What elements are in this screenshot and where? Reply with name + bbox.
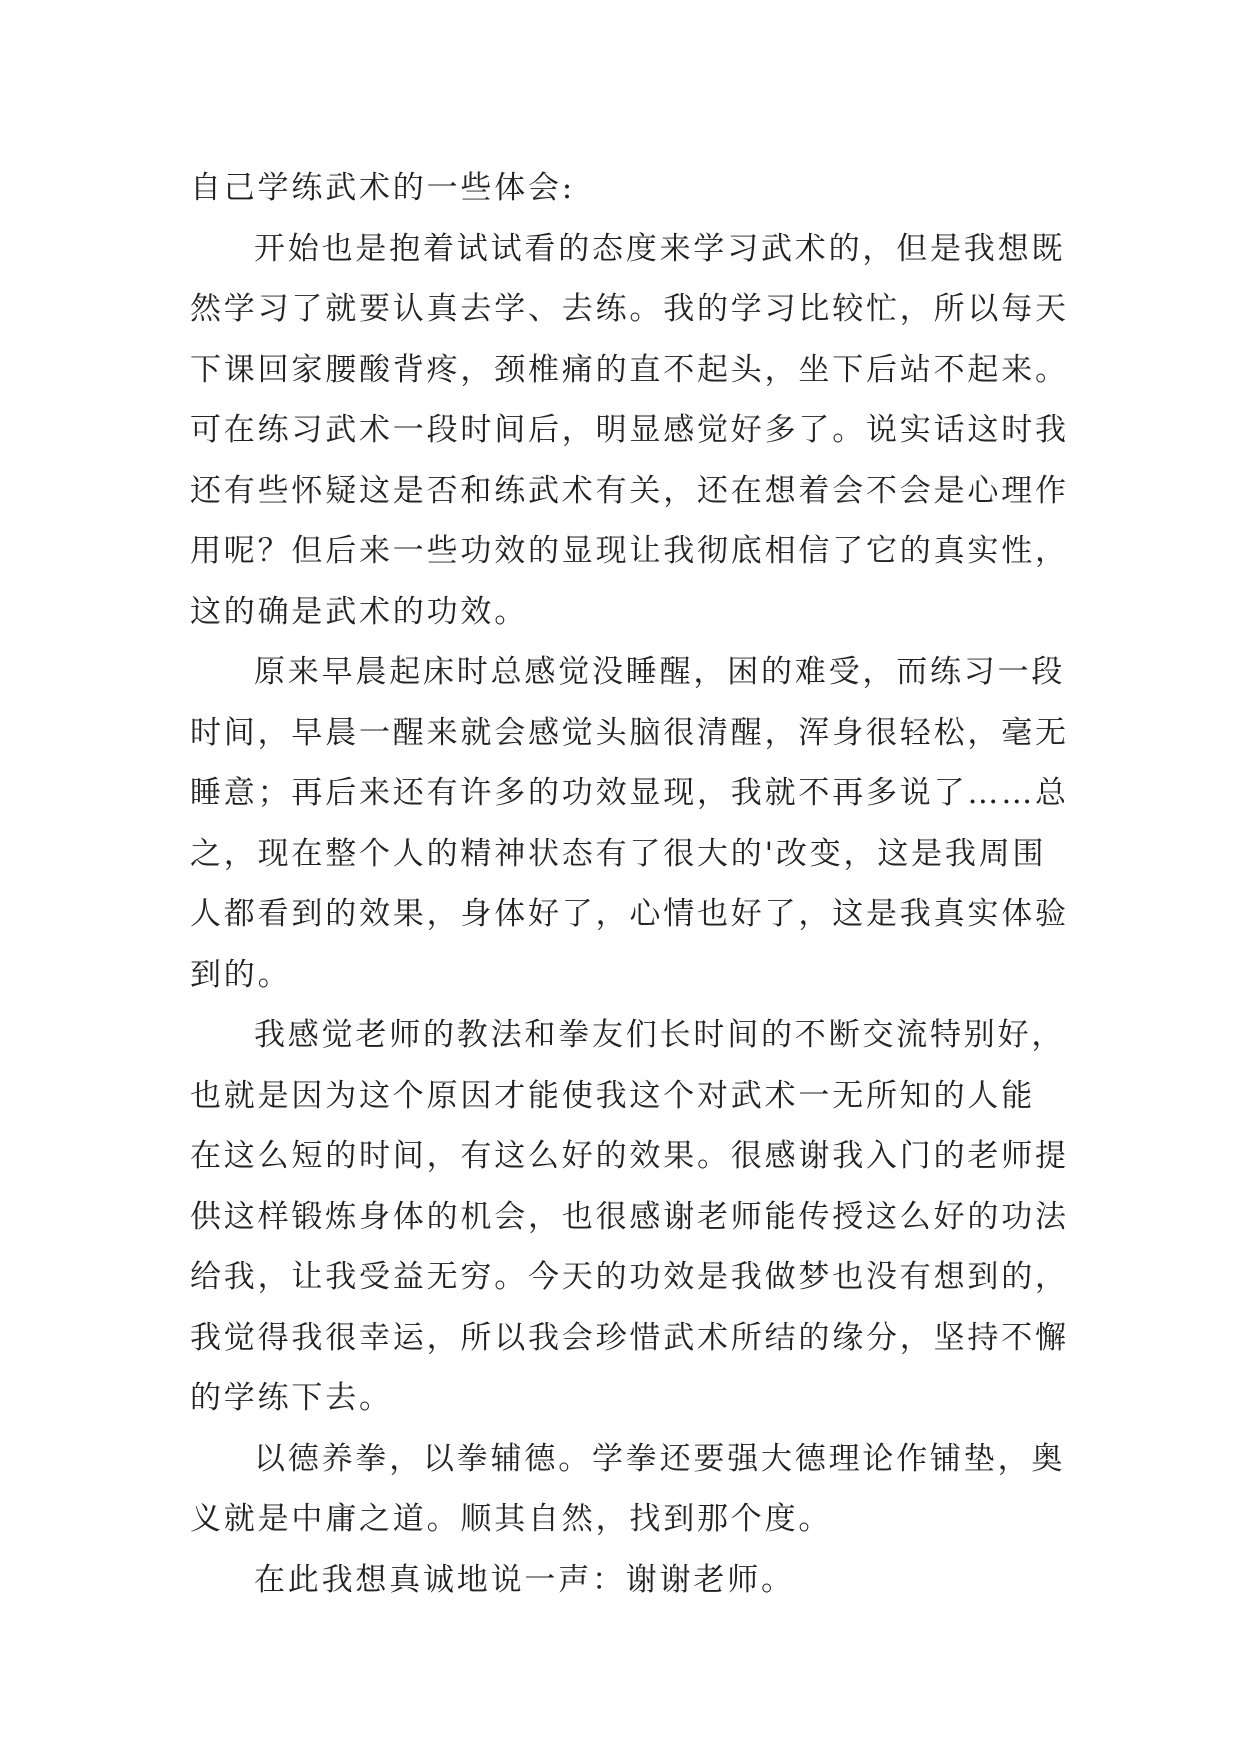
paragraph-2-line-6: 到的。 <box>190 956 292 993</box>
paragraph-3-line-4: 供这样锻炼身体的机会，也很感谢老师能传授这么好的功法 <box>190 1198 1069 1235</box>
paragraph-1-line-4: 可在练习武术一段时间后，明显感觉好多了。说实话这时我 <box>190 412 1069 448</box>
paragraph-3-line-3: 在这么短的时间，有这么好的效果。很感谢我入门的老师提 <box>190 1138 1069 1174</box>
paragraph-1-line-3: 下课回家腰酸背疼，颈椎痛的直不起头，坐下后站不起来。 <box>190 351 1069 388</box>
paragraph-2-line-2: 时间，早晨一醒来就会感觉头脑很清醒，浑身很轻松，毫无 <box>190 714 1069 751</box>
paragraph-1-line-6: 用呢？但后来一些功效的显现让我彻底相信了它的真实性， <box>190 533 1069 569</box>
paragraph-3-line-6: 我觉得我很幸运，所以我会珍惜武术所结的缘分，坚持不懈 <box>190 1319 1069 1356</box>
paragraph-1-line-1: 开始也是抱着试试看的态度来学习武术的，但是我想既 <box>254 230 1066 267</box>
paragraph-3-line-7: 的学练下去。 <box>190 1380 393 1416</box>
paragraph-3-line-1: 我感觉老师的教法和拳友们长时间的不断交流特别好， <box>254 1017 1066 1053</box>
document-body <box>190 158 1070 1610</box>
paragraph-4-line-1: 以德养拳，以拳辅德。学拳还要强大德理论作铺垫，奥 <box>254 1440 1066 1477</box>
paragraph-2-line-4: 之，现在整个人的精神状态有了很大的'改变，这是我周围 <box>190 835 1047 872</box>
paragraph-2-line-3: 睡意；再后来还有许多的功效显现，我就不再多说了……总 <box>190 775 1069 811</box>
paragraph-5-line-1: 在此我想真诚地说一声：谢谢老师。 <box>254 1561 795 1598</box>
paragraph-2-line-5: 人都看到的效果，身体好了，心情也好了，这是我真实体验 <box>190 896 1069 932</box>
paragraph-1-line-5: 还有些怀疑这是否和练武术有关，还在想着会不会是心理作 <box>190 472 1069 509</box>
paragraph-1-line-7: 这的确是武术的功效。 <box>190 593 528 630</box>
paragraph-3-line-2: 也就是因为这个原因才能使我这个对武术一无所知的人能 <box>190 1077 1035 1114</box>
paragraph-4-line-2: 义就是中庸之道。顺其自然，找到那个度。 <box>190 1501 833 1537</box>
heading-line: 自己学练武术的一些体会: <box>190 170 576 206</box>
paragraph-2-line-1: 原来早晨起床时总感觉没睡醒，困的难受，而练习一段 <box>254 654 1066 690</box>
paragraph-3-line-5: 给我，让我受益无穷。今天的功效是我做梦也没有想到的， <box>190 1259 1069 1295</box>
paragraph-1-line-2: 然学习了就要认真去学、去练。我的学习比较忙，所以每天 <box>190 291 1069 327</box>
